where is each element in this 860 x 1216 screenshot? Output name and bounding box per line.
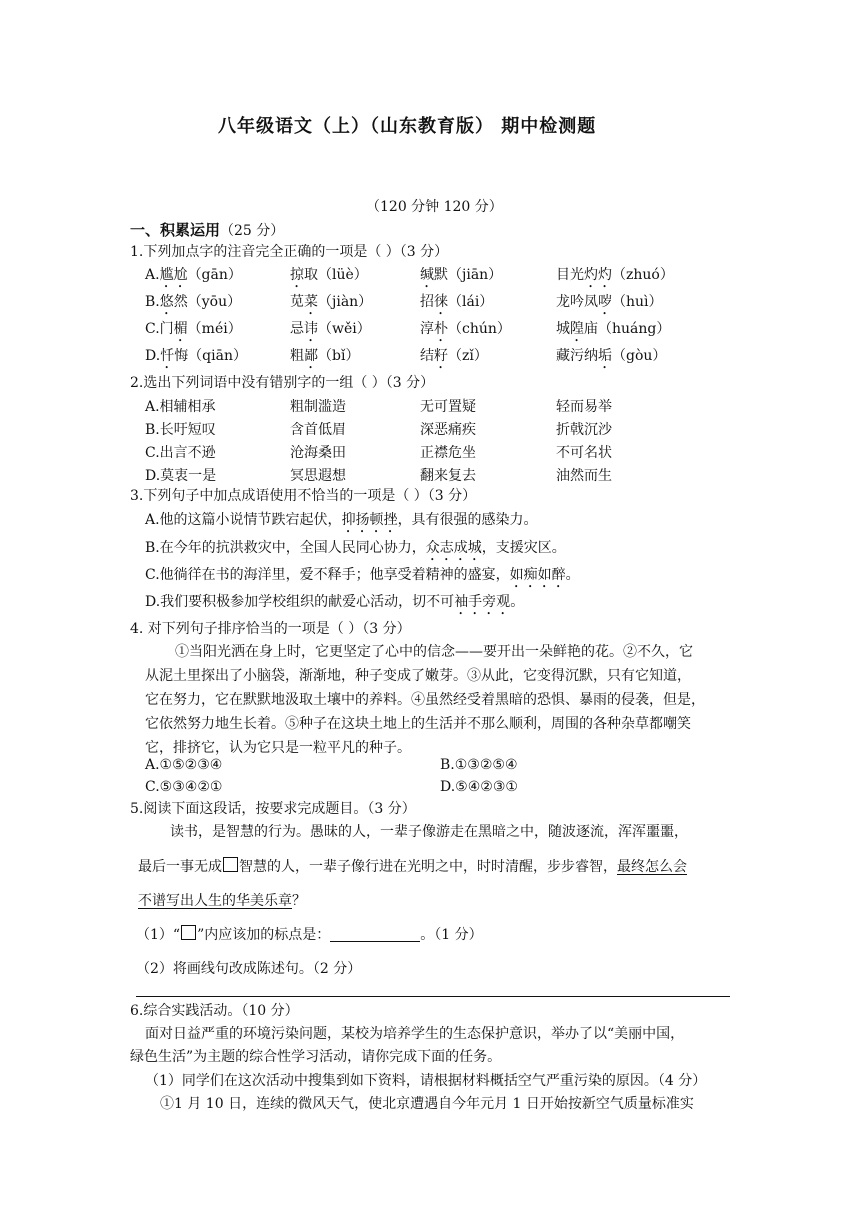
question-3-stem: 3.下列句子中加点成语使用不恰当的一项是（ ）（3 分）: [130, 488, 477, 504]
question-4-passage-line: ①当阳光洒在身上时，它更坚定了心中的信念——要开出一朵鲜艳的花。②不久，它: [175, 644, 693, 660]
question-5-sub-1: （1）“ ”内应该加的标点是： 。（1 分）: [136, 927, 483, 943]
q1-option-item: 忌讳（wěi）: [290, 321, 371, 337]
dotted-char: 掠: [290, 267, 304, 283]
dotted-idiom: 袖手旁观: [454, 594, 511, 610]
dotted-char: 鄙: [304, 348, 318, 364]
q2-option-item: 深恶痛疾: [420, 422, 476, 438]
q2-option-item: A.相辅相承: [145, 399, 216, 415]
section-heading: [130, 220, 284, 241]
dotted-char: 朴: [434, 321, 448, 337]
answer-line[interactable]: [136, 996, 730, 997]
q1-option-item: C.门楣（méi）: [145, 321, 242, 337]
question-3-option-a: A.他的这篇小说情节跌宕起伏，抑扬顿挫，具有很强的感染力。: [145, 512, 538, 528]
dotted-char: 菜: [304, 294, 318, 310]
question-6-sub-1: （1）同学们在这次活动中搜集到如下资料，请根据材料概括空气严重污染的原因。（4 分）: [145, 1073, 707, 1089]
q2-option-item: 正襟危坐: [420, 445, 476, 461]
q1-option-item: B.悠然（yōu）: [145, 294, 242, 310]
question-3-option-d: D.我们要积极参加学校组织的献爱心活动，切不可袖手旁观。: [145, 594, 525, 610]
question-4-option-c: C.⑤③④②①: [145, 779, 223, 795]
dotted-idiom: 抑扬顿挫: [341, 512, 398, 528]
question-5-passage-line: 最后一事无成 智慧的人，一辈子像行进在光明之中，时时清醒，步步睿智，最终怎么会: [138, 859, 687, 875]
q1-option-item: 淳朴（chún）: [420, 321, 511, 337]
question-2-stem: 2.选出下列词语中没有错别字的一组（ ）（3 分）: [130, 375, 435, 391]
question-4-passage-line: 它在努力，它在默默地汲取土壤中的养料。④虽然经受着黑暗的恐惧、暴雨的侵袭，但是，: [145, 692, 705, 708]
question-4-option-a: A.①⑤②③④: [145, 757, 223, 773]
dotted-char: 隍: [570, 321, 584, 337]
question-5-stem: 5.阅读下面这段话，按要求完成题目。（3 分）: [130, 801, 416, 817]
dotted-char: 灼灼: [584, 267, 612, 283]
question-1-stem: 1.下列加点字的注音完全正确的一项是（ ）（3 分）: [130, 244, 449, 260]
q2-option-item: 折戟沉沙: [556, 422, 612, 438]
q2-option-item: 翻来复去: [420, 468, 476, 484]
underlined-sentence: 最终怎么会: [617, 859, 687, 875]
question-4-option-b: B.①③②⑤④: [440, 757, 518, 773]
q2-option-item: 不可名状: [556, 445, 612, 461]
q2-option-item: 油然而生: [556, 468, 612, 484]
question-6-material-1: ①1 月 10 日，连续的微风天气，使北京遭遇自今年元月 1 日开始按新空气质量标准实: [160, 1096, 694, 1112]
page-title: 八年级语文（上）（山东教育版） 期中检测题: [218, 116, 597, 137]
section-points: （25 分）: [220, 223, 285, 239]
question-4-option-d: D.⑤④②③①: [440, 779, 518, 795]
dotted-char: 垢: [598, 348, 612, 364]
answer-blank[interactable]: [330, 927, 420, 942]
question-4-stem: 4. 对下列句子排序恰当的一项是（ ）（3 分）: [130, 621, 411, 637]
q1-option-item: 粗鄙（bǐ）: [290, 348, 360, 364]
dotted-char: 哕: [598, 294, 612, 310]
question-5-passage-line: 不谱写出人生的华美乐章？: [138, 893, 306, 909]
question-6-intro-line: 绿色生活”为主题的综合性学习活动，请你完成下面的任务。: [130, 1049, 502, 1065]
dotted-char: 讳: [304, 321, 318, 337]
question-3-option-b: B.在今年的抗洪救灾中，全国人民同心协力，众志成城，支援灾区。: [145, 540, 566, 556]
dotted-char: 尴尬: [159, 267, 188, 283]
question-4-passage-line: 从泥土里探出了小脑袋，渐渐地，种子变成了嫩芽。③从此，它变得沉默，只有它知道，: [145, 668, 691, 684]
q2-option-item: B.长吁短叹: [145, 422, 216, 438]
question-5-passage-line: 读书，是智慧的行为。愚昧的人，一辈子像游走在黑暗之中，随波逐流，浑浑噩噩，: [170, 824, 688, 840]
question-4-passage-line: 它，排挤它，认为它只是一粒平凡的种子。: [145, 740, 411, 756]
q1-option-item: A.尴尬（gān）: [145, 267, 242, 283]
q2-option-item: C.出言不逊: [145, 445, 216, 461]
blank-box-icon: [223, 857, 238, 872]
q2-option-item: D.莫衷一是: [145, 468, 217, 484]
q2-option-item: 含首低眉: [290, 422, 346, 438]
dotted-char: 忏: [160, 348, 175, 364]
q2-option-item: 粗制滥造: [290, 399, 346, 415]
q1-option-item: 龙吟凤哕（huì）: [556, 294, 663, 310]
question-6-intro-line: 面对日益严重的环境污染问题，某校为培养学生的生态保护意识，举办了以“美丽中国，: [145, 1026, 685, 1042]
q1-option-item: 结籽（zǐ）: [420, 348, 488, 364]
section-title: 一、积累运用: [130, 221, 221, 239]
dotted-char: 徕: [434, 294, 448, 310]
dotted-idiom: 如痴如醉: [509, 567, 566, 583]
q2-option-item: 无可置疑: [420, 399, 476, 415]
question-4-passage-line: 它依然努力地生长着。⑤种子在这块土地上的生活并不那么顺利，周围的各种杂草都嘲笑: [145, 716, 691, 732]
dotted-char: 楣: [173, 321, 188, 337]
q1-option-item: 城隍庙（huáng）: [556, 321, 671, 337]
q2-option-item: 沧海桑田: [290, 445, 346, 461]
q1-option-item: D.忏悔（qiān）: [145, 348, 247, 364]
question-6-stem: 6.综合实践活动。（10 分）: [130, 1003, 299, 1019]
dotted-idiom: 众志成城: [425, 540, 482, 556]
q1-option-item: 招徕（lái）: [420, 294, 494, 310]
q1-option-item: 掠取（lüè）: [290, 267, 368, 283]
q1-option-item: 目光灼灼（zhuó）: [556, 267, 674, 283]
q1-option-item: 苋菜（jiàn）: [290, 294, 373, 310]
dotted-char: 缄: [420, 267, 434, 283]
q2-option-item: 冥思遐想: [290, 468, 346, 484]
question-5-sub-2: （2）将画线句改成陈述句。（2 分）: [136, 961, 362, 977]
dotted-char: 悠: [159, 294, 174, 310]
q1-option-item: 缄默（jiān）: [420, 267, 503, 283]
dotted-char: 籽: [434, 348, 448, 364]
question-3-option-c: C.他徜徉在书的海洋里，爱不释手；他享受着精神的盛宴，如痴如醉。: [145, 567, 580, 583]
q2-option-item: 轻而易举: [556, 399, 612, 415]
underlined-sentence: 不谱写出人生的华美乐章: [138, 893, 292, 909]
q1-option-item: 藏污纳垢（gòu）: [556, 348, 667, 364]
blank-box-icon: [181, 925, 196, 940]
exam-subtitle: （120 分钟 120 分）: [366, 199, 503, 215]
